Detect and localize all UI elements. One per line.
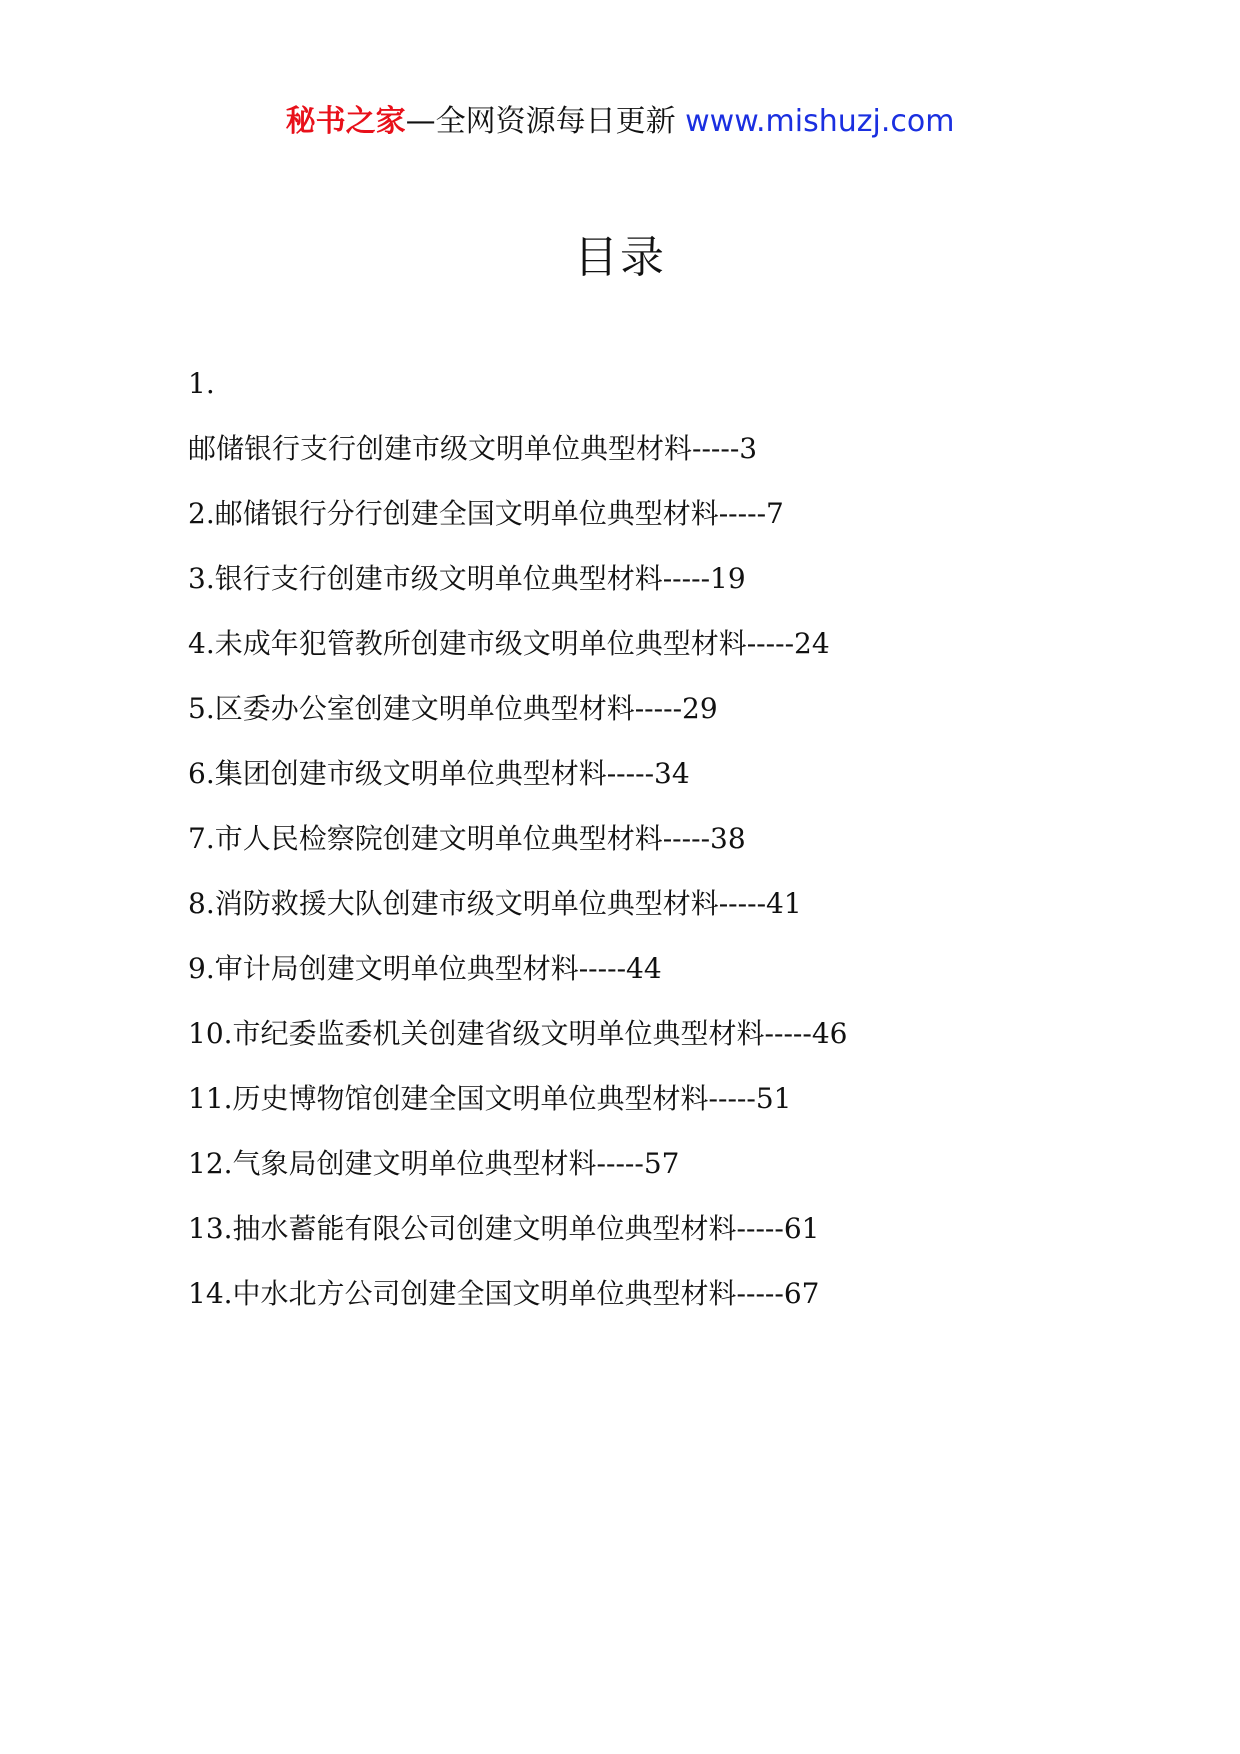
- toc-item-number: 4.: [188, 627, 215, 660]
- page-title: 目录: [574, 232, 666, 283]
- toc-item-number: 7.: [188, 822, 215, 855]
- toc-item[interactable]: [188, 884, 1168, 949]
- toc-item[interactable]: [188, 1014, 1168, 1079]
- brand-name: 秘书之家: [285, 104, 406, 139]
- toc-item-number: 14.: [188, 1277, 233, 1310]
- toc-item[interactable]: [188, 494, 1168, 559]
- toc-item-text: 市人民检察院创建文明单位典型材料-----38: [214, 822, 746, 855]
- toc-item-text: 气象局创建文明单位典型材料-----57: [232, 1147, 680, 1180]
- toc-item-number: 12.: [188, 1147, 233, 1180]
- toc-item[interactable]: [188, 949, 1168, 1014]
- website-url[interactable]: www.mishuzj.com: [685, 104, 955, 139]
- toc-item-number: 2.: [188, 497, 215, 530]
- toc-item-number: 6.: [188, 757, 215, 790]
- toc-item[interactable]: [188, 1274, 1168, 1339]
- toc-item[interactable]: [188, 1144, 1168, 1209]
- toc-item-text: 未成年犯管教所创建市级文明单位典型材料-----24: [214, 627, 830, 660]
- toc-item-text: 邮储银行分行创建全国文明单位典型材料-----7: [214, 497, 784, 530]
- toc-item-text: 区委办公室创建文明单位典型材料-----29: [214, 692, 718, 725]
- toc-item[interactable]: [188, 689, 1168, 754]
- toc-item-text: 审计局创建文明单位典型材料-----44: [214, 952, 662, 985]
- toc-item[interactable]: [188, 819, 1168, 884]
- toc-item-number: 10.: [188, 1017, 233, 1050]
- toc-item-text: 中水北方公司创建全国文明单位典型材料-----67: [232, 1277, 820, 1310]
- toc-item-number: 5.: [188, 692, 215, 725]
- slogan: —全网资源每日更新: [405, 104, 686, 139]
- site-header: [0, 100, 1240, 144]
- toc-item-text: 消防救援大队创建市级文明单位典型材料-----41: [214, 887, 802, 920]
- toc-item-text: 银行支行创建市级文明单位典型材料-----19: [214, 562, 746, 595]
- toc-item-text: 市纪委监委机关创建省级文明单位典型材料-----46: [232, 1017, 848, 1050]
- toc-item-number: 1.: [188, 367, 215, 400]
- toc-item[interactable]: [188, 559, 1168, 624]
- toc-item-number: 3.: [188, 562, 215, 595]
- toc-item[interactable]: [188, 1079, 1168, 1144]
- toc-item[interactable]: [188, 364, 1168, 494]
- toc-item-text: 集团创建市级文明单位典型材料-----34: [214, 757, 690, 790]
- toc-item-text: 邮储银行支行创建市级文明单位典型材料-----3: [188, 432, 758, 465]
- toc-item-number: 13.: [188, 1212, 233, 1245]
- toc-item-number: 8.: [188, 887, 215, 920]
- toc-item[interactable]: [188, 1209, 1168, 1274]
- toc-item[interactable]: [188, 624, 1168, 689]
- toc-item-number: 9.: [188, 952, 215, 985]
- toc-item[interactable]: [188, 754, 1168, 819]
- toc-item-number: 11.: [188, 1082, 233, 1115]
- table-of-contents: [188, 364, 1168, 1339]
- toc-item-text: 历史博物馆创建全国文明单位典型材料-----51: [232, 1082, 792, 1115]
- toc-item-text: 抽水蓄能有限公司创建文明单位典型材料-----61: [232, 1212, 820, 1245]
